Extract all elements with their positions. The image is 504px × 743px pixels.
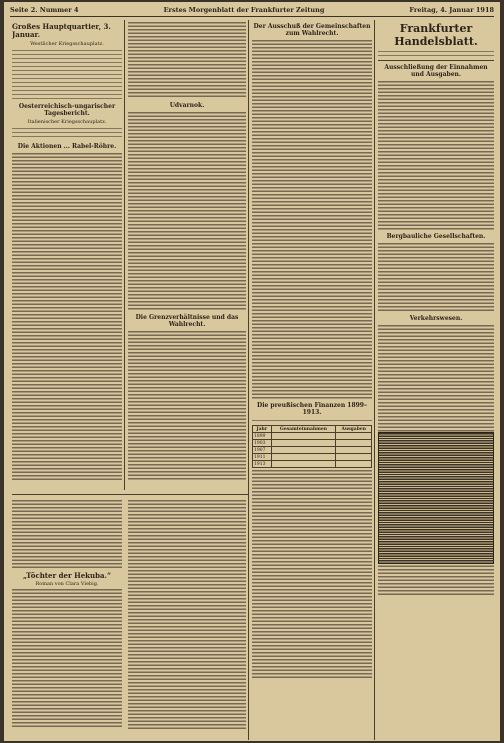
table-cell <box>336 461 372 468</box>
headline-grenzverhaeltnisse: Die Grenzverhältnisse und das Wahlrecht. <box>135 314 239 328</box>
headline-austrian-report: Oesterreichisch-ungarischer Tagesbericht. <box>18 103 116 117</box>
headline-bergbau: Bergbauliche Gesellschaften. <box>386 233 486 240</box>
issue-date: Freitag, 4. Januar 1918 <box>409 6 494 14</box>
column-4 <box>378 20 494 740</box>
paper-name: Erstes Morgenblatt der Frankfurter Zeitung <box>163 6 325 14</box>
newspaper-page <box>4 2 500 741</box>
text-block <box>128 499 246 729</box>
headline-verkehrswesen: Verkehrswesen. <box>409 315 463 322</box>
table-cell <box>336 447 372 454</box>
feuilleton-right <box>128 498 246 734</box>
finance-table <box>252 425 372 468</box>
table-cell <box>336 433 372 440</box>
story-title: „Töchter der Hekuba.“ <box>22 571 111 580</box>
headline-aktionen: Die Aktionen ... Rabel-Röhre. <box>17 143 117 150</box>
text-block <box>128 111 246 311</box>
subhead-italian-front: Italienischer Kriegsschauplatz. <box>27 119 107 125</box>
divider <box>378 60 494 61</box>
text-block <box>252 418 372 424</box>
column-rule <box>374 20 375 740</box>
story-author: Roman von Clara Viebig. <box>35 581 99 587</box>
table-cell: 1907 <box>253 447 272 454</box>
table-header: Jahr <box>253 426 272 433</box>
text-block <box>12 48 122 100</box>
text-block <box>378 242 494 312</box>
table-cell: 1911 <box>253 454 272 461</box>
text-block <box>252 469 372 679</box>
page-number: Seite 2. Nummer 4 <box>10 6 79 14</box>
column-3 <box>252 20 372 740</box>
masthead <box>10 4 494 17</box>
table-cell: 1913 <box>253 461 272 468</box>
headline-ausschuss: Der Ausschuß der Gemeinschaften zum Wahlrecht. <box>253 23 371 37</box>
table-cell <box>271 454 336 461</box>
table-cell: 1903 <box>253 440 272 447</box>
text-block <box>12 126 122 140</box>
table-cell: 1899 <box>253 433 272 440</box>
column-rule <box>124 20 125 490</box>
column-rule <box>248 20 249 740</box>
text-block <box>128 21 246 99</box>
feuilleton-rule <box>12 494 248 495</box>
table-header: Ausgaben <box>336 426 372 433</box>
feuilleton-left <box>12 498 122 734</box>
subhead-western-front: Westlicher Kriegsschauplatz. <box>30 41 104 47</box>
text-block <box>128 330 246 480</box>
text-block <box>252 39 372 399</box>
handelsblatt-title: Frankfurter Handelsblatt. <box>394 22 478 48</box>
text-block <box>378 49 494 57</box>
table-cell <box>271 461 336 468</box>
headline-udvarnok: Udvarnok. <box>169 102 205 109</box>
headline-hauptquartier: Großes Hauptquartier, 3. Januar. <box>12 22 111 39</box>
text-block <box>378 324 494 444</box>
table-cell <box>271 433 336 440</box>
column-1 <box>12 20 122 500</box>
text-block <box>378 80 494 230</box>
table-header: Gesamteinnahmen <box>271 426 336 433</box>
headline-preussische-finanzen: Die preußischen Finanzen 1899–1913. <box>257 402 367 416</box>
text-block <box>12 499 122 569</box>
table-cell <box>271 447 336 454</box>
column-2 <box>128 20 246 490</box>
text-block <box>12 152 122 482</box>
market-table-block <box>378 432 494 564</box>
table-cell <box>271 440 336 447</box>
text-block <box>12 588 122 728</box>
table-cell <box>336 454 372 461</box>
table-cell <box>336 440 372 447</box>
headline-ausschliessung: Ausschließung der Einnahmen und Ausgaben. <box>384 64 488 78</box>
